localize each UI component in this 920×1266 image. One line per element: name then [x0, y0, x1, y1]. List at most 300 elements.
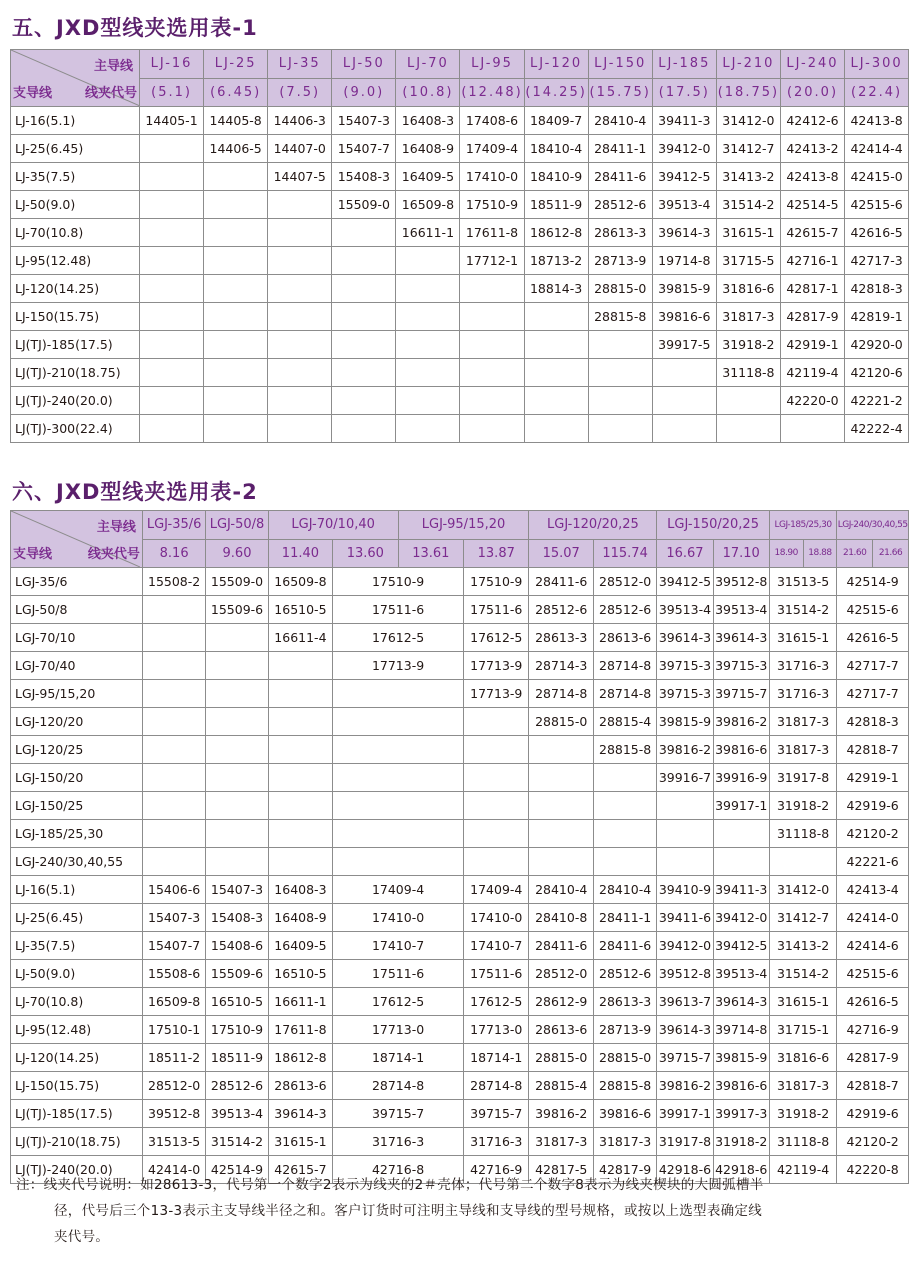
column-subheader-diameter: 16.67 [657, 539, 713, 568]
table-cell [652, 359, 716, 387]
table-cell: 42119-4 [769, 1156, 836, 1184]
table-cell [464, 708, 529, 736]
column-group-header: LGJ-120/20,25 [529, 511, 657, 540]
table-cell [204, 303, 268, 331]
table-cell [460, 331, 524, 359]
table-row [11, 1072, 909, 1100]
table-cell: 31413-2 [716, 163, 780, 191]
table-cell: 17712-1 [460, 247, 524, 275]
table-cell: 42413-4 [837, 876, 909, 904]
table-cell [206, 652, 268, 680]
table-cell [396, 387, 460, 415]
table-row [11, 904, 909, 932]
table-cell: 42412-6 [780, 107, 844, 135]
table-row [11, 163, 909, 191]
table-cell [268, 331, 332, 359]
table-cell: 31412-0 [769, 876, 836, 904]
footnote-line-2: 径，代号后三个13-3表示主支导线半径之和。客户订货时可注明主导线和支导线的型号规格，或按以上选型表确定线 [54, 1203, 763, 1219]
table-cell: 17410-7 [333, 932, 464, 960]
table-cell: 42818-3 [837, 708, 909, 736]
column-subheader-diameter: 13.60 [333, 539, 398, 568]
table-cell [460, 415, 524, 443]
table-cell [142, 680, 205, 708]
table-cell [206, 736, 268, 764]
table-cell: 42220-0 [780, 387, 844, 415]
table-cell [464, 764, 529, 792]
table-cell: 42615-7 [780, 219, 844, 247]
column-subheader-diameter: 21.66 [873, 539, 909, 568]
table-cell: 28410-4 [588, 107, 652, 135]
table-cell: 42717-7 [837, 652, 909, 680]
table-row [11, 135, 909, 163]
table-row [11, 596, 909, 624]
table-cell: 39816-2 [529, 1100, 593, 1128]
table-row [11, 1044, 909, 1072]
table-cell [396, 415, 460, 443]
table-cell [268, 359, 332, 387]
table-cell: 28815-0 [588, 275, 652, 303]
table-cell: 17510-9 [206, 1016, 268, 1044]
table-cell: 14405-8 [204, 107, 268, 135]
table-cell: 42514-9 [837, 568, 909, 596]
table-row [11, 1100, 909, 1128]
table-cell: 28410-4 [529, 876, 593, 904]
table-cell: 39816-2 [713, 708, 769, 736]
table-cell: 18612-8 [268, 1044, 332, 1072]
table-cell: 39917-3 [713, 1100, 769, 1128]
column-subheader-diameter: 15.07 [529, 539, 593, 568]
table-cell: 15407-3 [206, 876, 268, 904]
table-cell: 16509-8 [268, 568, 332, 596]
table-cell: 18410-9 [524, 163, 588, 191]
table-cell [716, 415, 780, 443]
table-cell: 39916-9 [713, 764, 769, 792]
table-cell: 31716-3 [333, 1128, 464, 1156]
table-cell: 15407-7 [332, 135, 396, 163]
table-cell [713, 848, 769, 876]
table1-corner-header [11, 50, 140, 107]
table-row [11, 191, 909, 219]
table-cell: 17510-9 [333, 568, 464, 596]
table-cell: 31413-2 [769, 932, 836, 960]
table-cell: 31817-3 [769, 708, 836, 736]
column-subheader-diameter: 17.10 [713, 539, 769, 568]
table-cell: 39412-5 [713, 932, 769, 960]
table-cell: 39512-8 [142, 1100, 205, 1128]
table-cell: 15508-2 [142, 568, 205, 596]
table-cell: 28713-9 [593, 1016, 656, 1044]
table-cell [142, 792, 205, 820]
table-cell [588, 359, 652, 387]
table-cell: 17713-9 [333, 652, 464, 680]
table-cell: 42514-9 [206, 1156, 268, 1184]
table-cell [268, 303, 332, 331]
corner-main-label: 主导线 [96, 520, 136, 535]
column-subheader-diameter: 13.87 [464, 539, 529, 568]
table-cell: 31918-2 [716, 331, 780, 359]
table-cell: 31513-5 [769, 568, 836, 596]
table-cell: 42222-4 [845, 415, 909, 443]
table-cell [780, 415, 844, 443]
table-cell: 31514-2 [716, 191, 780, 219]
table-cell [204, 219, 268, 247]
table-cell: 16509-8 [142, 988, 205, 1016]
footnote-line-3: 夹代号。 [54, 1229, 110, 1245]
column-header-name: LJ-16 [140, 50, 204, 79]
table-cell: 16611-1 [396, 219, 460, 247]
table-cell: 15408-3 [206, 904, 268, 932]
column-group-header: LGJ-240/30,40,55 [837, 511, 909, 540]
table-cell [206, 708, 268, 736]
column-subheader-diameter: 9.60 [206, 539, 268, 568]
column-subheader-diameter: 21.60 [837, 539, 873, 568]
table-cell: 42616-5 [837, 988, 909, 1016]
table-cell: 42515-6 [837, 960, 909, 988]
table-cell [396, 275, 460, 303]
table-cell: 31817-3 [716, 303, 780, 331]
table-cell: 31918-2 [769, 792, 836, 820]
row-label: LJ-95(12.48) [11, 247, 140, 275]
table-cell: 31917-8 [657, 1128, 713, 1156]
table-cell: 28512-6 [206, 1072, 268, 1100]
table-cell: 16408-9 [268, 904, 332, 932]
row-label: LJ(TJ)-240(20.0) [11, 387, 140, 415]
table-cell: 31817-3 [769, 736, 836, 764]
table-cell: 31715-5 [716, 247, 780, 275]
row-label: LGJ-240/30,40,55 [11, 848, 143, 876]
table-cell: 28714-3 [529, 652, 593, 680]
table-cell: 39916-7 [657, 764, 713, 792]
table-cell: 31118-8 [716, 359, 780, 387]
table-cell: 42717-3 [845, 247, 909, 275]
table-cell: 42817-1 [780, 275, 844, 303]
table-cell [142, 848, 205, 876]
table-cell [268, 680, 332, 708]
table-row [11, 107, 909, 135]
table-cell [652, 387, 716, 415]
row-label: LJ(TJ)-210(18.75) [11, 359, 140, 387]
table-cell [396, 247, 460, 275]
row-label: LJ-70(10.8) [11, 219, 140, 247]
column-group-header: LGJ-70/10,40 [268, 511, 398, 540]
row-label: LGJ-70/40 [11, 652, 143, 680]
table-row [11, 331, 909, 359]
table-cell: 17410-7 [464, 932, 529, 960]
table-cell [140, 387, 204, 415]
table-cell: 28411-6 [529, 568, 593, 596]
table-cell [206, 820, 268, 848]
table-cell [268, 764, 332, 792]
table-cell: 28411-6 [588, 163, 652, 191]
table-cell: 39816-2 [657, 736, 713, 764]
table-cell: 31513-5 [142, 1128, 205, 1156]
table-cell: 39816-6 [713, 736, 769, 764]
corner-main-label: 主导线 [93, 59, 133, 74]
table-row [11, 792, 909, 820]
selection-table-2 [10, 510, 909, 1184]
table-cell: 31118-8 [769, 1128, 836, 1156]
table-cell: 16408-9 [396, 135, 460, 163]
table-cell [460, 275, 524, 303]
table-cell: 14406-3 [268, 107, 332, 135]
table2-title: 六、JXD型线夹选用表-2 [12, 480, 258, 504]
table-cell: 17409-4 [460, 135, 524, 163]
row-label: LGJ-95/15,20 [11, 680, 143, 708]
table-cell: 39614-3 [657, 1016, 713, 1044]
table-cell: 39614-3 [713, 624, 769, 652]
table-cell: 42119-4 [780, 359, 844, 387]
row-label: LJ-50(9.0) [11, 960, 143, 988]
table-cell: 17409-4 [464, 876, 529, 904]
table-cell: 28714-8 [333, 1072, 464, 1100]
table-cell: 42413-2 [780, 135, 844, 163]
table-cell [524, 415, 588, 443]
table-cell [588, 415, 652, 443]
table-cell [204, 387, 268, 415]
table-cell: 15509-0 [206, 568, 268, 596]
table-cell: 16510-5 [268, 960, 332, 988]
table-cell [268, 247, 332, 275]
table-cell: 17409-4 [333, 876, 464, 904]
table-cell [268, 415, 332, 443]
table-cell [460, 303, 524, 331]
table-row [11, 568, 909, 596]
column-header-name: LJ-35 [268, 50, 332, 79]
row-label: LJ-16(5.1) [11, 876, 143, 904]
table-cell: 31615-1 [769, 624, 836, 652]
table-cell: 42514-5 [780, 191, 844, 219]
table-cell [140, 247, 204, 275]
table-cell: 39815-9 [657, 708, 713, 736]
table-cell: 17510-9 [464, 568, 529, 596]
table-cell: 18814-3 [524, 275, 588, 303]
table-cell [140, 191, 204, 219]
table-cell: 39816-6 [593, 1100, 656, 1128]
corner-branch-label: 支导线 [13, 86, 53, 101]
table-cell: 28713-9 [588, 247, 652, 275]
table-cell [332, 387, 396, 415]
table-cell: 16510-5 [206, 988, 268, 1016]
row-label: LJ-35(7.5) [11, 932, 143, 960]
table-cell: 17511-6 [333, 596, 464, 624]
table-cell: 39410-9 [657, 876, 713, 904]
table-cell: 31412-7 [716, 135, 780, 163]
table-cell [204, 415, 268, 443]
table-cell [142, 764, 205, 792]
table-row [11, 876, 909, 904]
table-cell: 42616-5 [845, 219, 909, 247]
table-cell: 28613-3 [588, 219, 652, 247]
table-cell: 42415-0 [845, 163, 909, 191]
table-cell: 31816-6 [769, 1044, 836, 1072]
table-cell: 28815-8 [593, 1072, 656, 1100]
table-cell: 28613-6 [593, 624, 656, 652]
table-cell [140, 163, 204, 191]
table-row [11, 652, 909, 680]
table-row [11, 387, 909, 415]
column-subheader-diameter: 115.74 [593, 539, 656, 568]
table-cell: 28512-0 [593, 568, 656, 596]
table-cell: 15408-3 [332, 163, 396, 191]
table-cell: 15407-7 [142, 932, 205, 960]
table-cell [657, 792, 713, 820]
table-cell: 31817-3 [769, 1072, 836, 1100]
table-cell: 16510-5 [268, 596, 332, 624]
table-cell [206, 764, 268, 792]
table-cell [140, 303, 204, 331]
table-cell [524, 331, 588, 359]
table-cell: 28410-8 [529, 904, 593, 932]
table-cell: 42414-0 [837, 904, 909, 932]
table-cell [333, 792, 464, 820]
table-cell: 39613-7 [657, 988, 713, 1016]
table-cell [140, 331, 204, 359]
table-cell [268, 820, 332, 848]
table-cell [206, 624, 268, 652]
table-cell [204, 163, 268, 191]
table-cell [204, 275, 268, 303]
table-cell [140, 135, 204, 163]
table-cell [524, 387, 588, 415]
table-cell: 17611-8 [268, 1016, 332, 1044]
table-cell: 28613-3 [529, 624, 593, 652]
column-subheader-diameter: 13.61 [398, 539, 463, 568]
table-cell: 28815-0 [529, 708, 593, 736]
table-cell: 31514-2 [206, 1128, 268, 1156]
table-row [11, 219, 909, 247]
table-cell: 39411-3 [652, 107, 716, 135]
table-cell: 28512-6 [529, 596, 593, 624]
table-cell: 42818-7 [837, 736, 909, 764]
table-cell: 42716-8 [333, 1156, 464, 1184]
table-cell: 31716-3 [464, 1128, 529, 1156]
table-cell: 16509-8 [396, 191, 460, 219]
table-cell [657, 848, 713, 876]
table-cell [529, 736, 593, 764]
table-cell: 28512-0 [142, 1072, 205, 1100]
table-cell [713, 820, 769, 848]
row-label: LJ-120(14.25) [11, 275, 140, 303]
table-row [11, 708, 909, 736]
column-header-diameter: (18.75) [716, 78, 780, 107]
table-cell [268, 219, 332, 247]
column-header-name: LJ-150 [588, 50, 652, 79]
table-cell: 42817-9 [780, 303, 844, 331]
table-cell [204, 247, 268, 275]
table-cell: 39412-5 [652, 163, 716, 191]
table-cell: 42716-9 [464, 1156, 529, 1184]
corner-code-label: 线夹代号 [87, 547, 140, 562]
table-cell: 39412-0 [652, 135, 716, 163]
table-cell: 42817-5 [529, 1156, 593, 1184]
table-cell: 18714-1 [464, 1044, 529, 1072]
row-label: LJ(TJ)-300(22.4) [11, 415, 140, 443]
table-cell [529, 820, 593, 848]
table-cell: 39512-8 [713, 568, 769, 596]
column-group-header: LGJ-50/8 [206, 511, 268, 540]
table-row [11, 680, 909, 708]
row-label: LJ-25(6.45) [11, 904, 143, 932]
table-cell: 39412-5 [657, 568, 713, 596]
row-label: LJ(TJ)-185(17.5) [11, 331, 140, 359]
table-cell [588, 331, 652, 359]
table-cell: 28613-6 [268, 1072, 332, 1100]
table-cell [652, 415, 716, 443]
table-cell: 39917-1 [713, 792, 769, 820]
table-row [11, 820, 909, 848]
table-cell: 31514-2 [769, 596, 836, 624]
table-cell [460, 387, 524, 415]
table-cell: 28512-6 [588, 191, 652, 219]
table-cell: 39412-0 [657, 932, 713, 960]
table-cell: 42919-6 [837, 792, 909, 820]
table-cell: 42919-1 [780, 331, 844, 359]
table-cell [268, 191, 332, 219]
row-label: LJ(TJ)-240(20.0) [11, 1156, 143, 1184]
column-header-name: LJ-240 [780, 50, 844, 79]
table-cell: 18713-2 [524, 247, 588, 275]
table-cell [332, 219, 396, 247]
table-row [11, 415, 909, 443]
table-cell: 31615-1 [716, 219, 780, 247]
column-header-name: LJ-210 [716, 50, 780, 79]
table-cell: 28815-4 [593, 708, 656, 736]
footnote-line-1: 注：线夹代号说明：如28613-3，代号第一个数字2表示为线夹的2＃壳体；代号第二个数字8表示为线夹楔块的大圆弧槽半 [16, 1177, 764, 1193]
table-cell: 28411-6 [529, 932, 593, 960]
table-cell: 42819-1 [845, 303, 909, 331]
table-cell: 39411-6 [657, 904, 713, 932]
table-cell: 15508-6 [142, 960, 205, 988]
table-cell: 15406-6 [142, 876, 205, 904]
table-row [11, 764, 909, 792]
table-cell [332, 415, 396, 443]
table-cell [142, 624, 205, 652]
table-cell: 31615-1 [268, 1128, 332, 1156]
column-subheader-diameter: 18.88 [803, 539, 837, 568]
table-cell [464, 820, 529, 848]
table-cell [140, 415, 204, 443]
table-cell [716, 387, 780, 415]
table-cell: 39714-8 [713, 1016, 769, 1044]
table-cell: 17612-5 [333, 988, 464, 1016]
table-cell: 42918-6 [713, 1156, 769, 1184]
table-cell: 16408-3 [268, 876, 332, 904]
column-header-diameter: (5.1) [140, 78, 204, 107]
table-cell [268, 387, 332, 415]
table-cell: 28411-1 [588, 135, 652, 163]
table-cell: 39513-4 [713, 960, 769, 988]
table-cell: 39614-3 [268, 1100, 332, 1128]
table-cell: 39815-9 [713, 1044, 769, 1072]
table-row [11, 932, 909, 960]
table-cell: 39917-5 [652, 331, 716, 359]
row-label: LGJ-35/6 [11, 568, 143, 596]
table-cell: 14406-5 [204, 135, 268, 163]
table-cell: 17713-9 [464, 652, 529, 680]
table-cell: 17612-5 [464, 988, 529, 1016]
table-cell: 42818-7 [837, 1072, 909, 1100]
table-cell [464, 792, 529, 820]
row-label: LJ(TJ)-210(18.75) [11, 1128, 143, 1156]
table-row [11, 624, 909, 652]
table-cell: 31817-3 [529, 1128, 593, 1156]
table-cell: 17408-6 [460, 107, 524, 135]
table-cell: 15408-6 [206, 932, 268, 960]
table-cell: 42716-9 [837, 1016, 909, 1044]
table-cell: 28512-6 [593, 960, 656, 988]
table-row [11, 960, 909, 988]
table-cell [524, 359, 588, 387]
